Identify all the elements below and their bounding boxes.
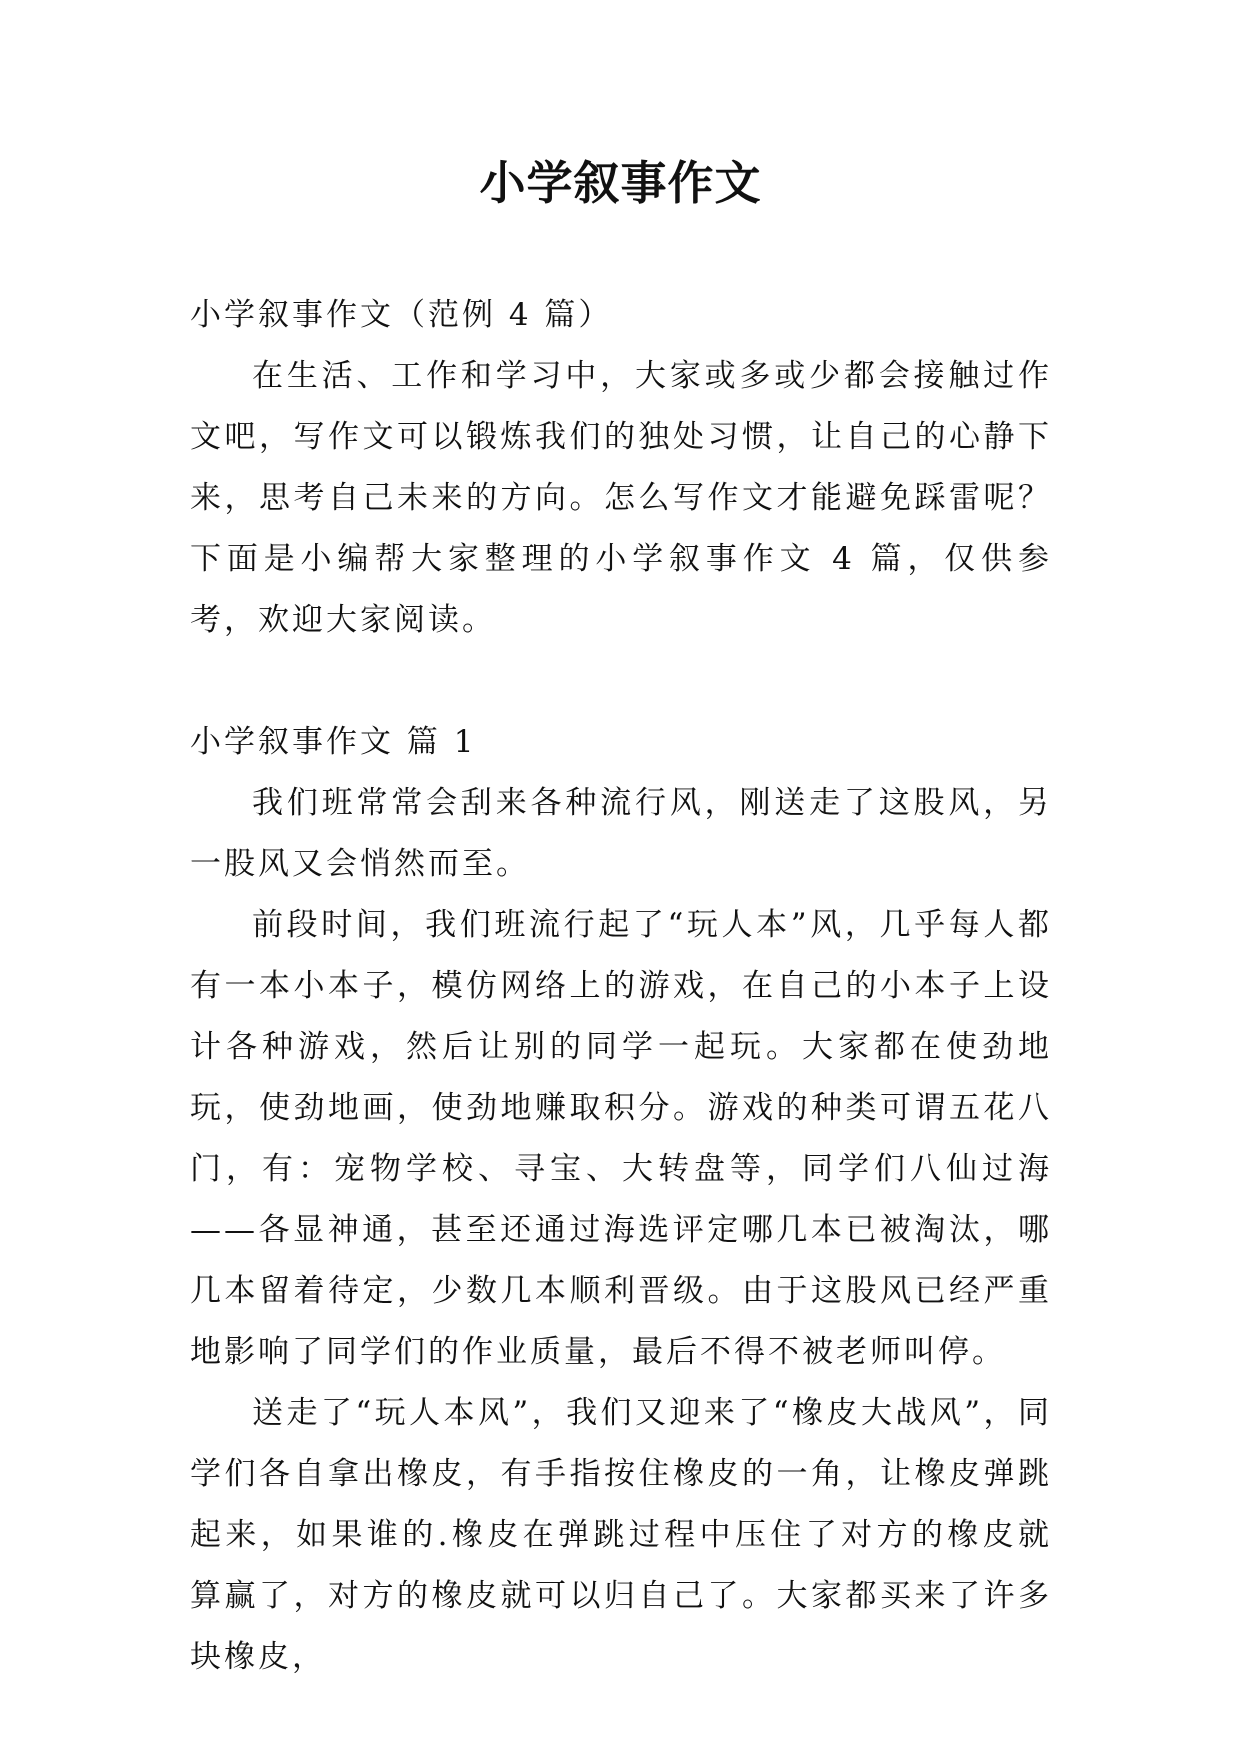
- body-paragraph: 我们班常常会刮来各种流行风，刚送走了这股风，另一股风又会悄然而至。: [190, 785, 1052, 882]
- intro-paragraph: 在生活、工作和学习中，大家或多或少都会接触过作文吧，写作文可以锻炼我们的独处习惯，让自己的心静下来，思考自己未来的方向。怎么写作文才能避免踩雷呢？下面是小编帮大家整理的小学叙事作文 4 篇，仅供参考，欢迎大家阅读。: [190, 358, 1052, 638]
- document-body: [190, 285, 1052, 1688]
- page-title: 小学叙事作文: [479, 156, 762, 210]
- body-paragraph: 前段时间，我们班流行起了“玩人本”风，几乎每人都有一本小本子，模仿网络上的游戏，在自己的小本子上设计各种游戏，然后让别的同学一起玩。大家都在使劲地玩，使劲地画，使劲地赚取积分。游戏的种类可谓五花八门，有：宠物学校、寻宝、大转盘等，同学们八仙过海——各显神通，甚至还通过海选评定哪几本已被淘汰，哪几本留着待定，少数几本顺利晋级。由于这股风已经严重地影响了同学们的作业质量，最后不得不被老师叫停。: [190, 907, 1052, 1370]
- section-heading: 小学叙事作文 篇 1: [190, 724, 477, 760]
- section-divider: [190, 651, 1052, 712]
- body-paragraph: 送走了“玩人本风”，我们又迎来了“橡皮大战风”，同学们各自拿出橡皮，有手指按住橡皮的一角，让橡皮弹跳起来，如果谁的.橡皮在弹跳过程中压住了对方的橡皮就算赢了，对方的橡皮就可以归自己了。大家都买来了许多块橡皮，: [190, 1395, 1052, 1675]
- document-subtitle: 小学叙事作文（范例 4 篇）: [190, 297, 613, 333]
